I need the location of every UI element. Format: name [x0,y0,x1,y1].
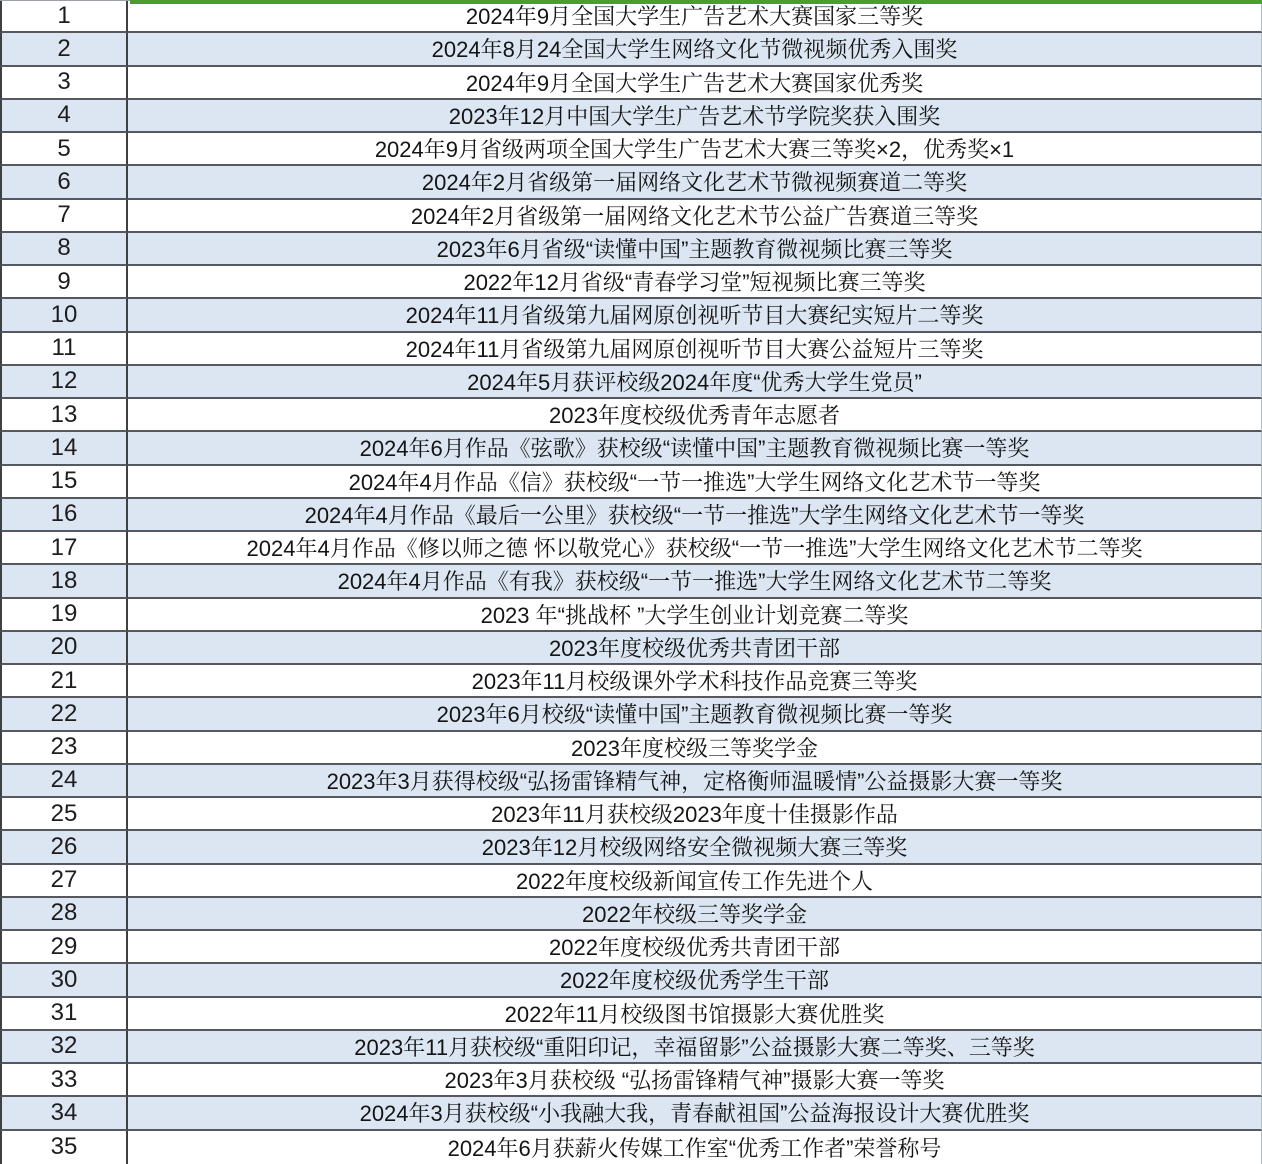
row-number-cell[interactable]: 31 [0,998,128,1031]
row-number-cell[interactable]: 35 [0,1131,128,1164]
row-number-cell[interactable]: 13 [0,399,128,432]
award-cell[interactable]: 2024年4月作品《信》获校级“一节一推选”大学生网络文化艺术节一等奖 [128,466,1262,499]
award-cell[interactable]: 2023年11月获校级2023年度十佳摄影作品 [128,798,1262,831]
table-row [0,333,1262,366]
award-cell[interactable]: 2023年6月省级“读懂中国”主题教育微视频比赛三等奖 [128,233,1262,266]
row-number-cell[interactable]: 12 [0,366,128,399]
row-number-cell[interactable]: 21 [0,665,128,698]
award-cell[interactable]: 2023年12月校级网络安全微视频大赛三等奖 [128,831,1262,864]
table-row [0,964,1262,997]
row-number-cell[interactable]: 33 [0,1064,128,1097]
row-number-cell[interactable]: 9 [0,266,128,299]
award-cell[interactable]: 2022年度校级优秀学生干部 [128,964,1262,997]
number-column-top-border [0,0,130,1]
award-cell[interactable]: 2024年9月省级两项全国大学生广告艺术大赛三等奖×2，优秀奖×1 [128,133,1262,166]
row-number-cell[interactable]: 23 [0,732,128,765]
row-number-cell[interactable]: 30 [0,964,128,997]
table-row [0,1064,1262,1097]
table-row [0,233,1262,266]
table-row [0,732,1262,765]
row-number-cell[interactable]: 17 [0,532,128,565]
award-cell[interactable]: 2024年9月全国大学生广告艺术大赛国家优秀奖 [128,67,1262,100]
table-row [0,166,1262,199]
table-row [0,432,1262,465]
award-cell[interactable]: 2023年11月校级课外学术科技作品竞赛三等奖 [128,665,1262,698]
table-row [0,67,1262,100]
table-row [0,0,1262,33]
table-row [0,499,1262,532]
award-cell[interactable]: 2022年12月省级“青春学习堂”短视频比赛三等奖 [128,266,1262,299]
row-number-cell[interactable]: 6 [0,166,128,199]
row-number-cell[interactable]: 20 [0,632,128,665]
award-cell[interactable]: 2024年6月获薪火传媒工作室“优秀工作者”荣誉称号 [128,1131,1262,1164]
table-row [0,1097,1262,1130]
table-row [0,565,1262,598]
row-number-cell[interactable]: 28 [0,898,128,931]
table-row [0,532,1262,565]
table-row [0,898,1262,931]
award-cell[interactable]: 2022年度校级新闻宣传工作先进个人 [128,865,1262,898]
table-row [0,466,1262,499]
row-number-cell[interactable]: 4 [0,100,128,133]
table-row [0,599,1262,632]
row-number-cell[interactable]: 16 [0,499,128,532]
table-row [0,133,1262,166]
award-cell[interactable]: 2024年2月省级第一届网络文化艺术节微视频赛道二等奖 [128,166,1262,199]
award-cell[interactable]: 2023年12月中国大学生广告艺术节学院奖获入围奖 [128,100,1262,133]
table-row [0,931,1262,964]
row-number-cell[interactable]: 11 [0,333,128,366]
row-number-cell[interactable]: 7 [0,200,128,233]
table-row [0,798,1262,831]
award-cell[interactable]: 2023 年“挑战杯 ”大学生创业计划竞赛二等奖 [128,599,1262,632]
table-row [0,366,1262,399]
row-number-cell[interactable]: 22 [0,698,128,731]
award-cell[interactable]: 2024年3月获校级“小我融大我，青春献祖国”公益海报设计大赛优胜奖 [128,1097,1262,1130]
table-row [0,1131,1262,1164]
award-cell[interactable]: 2024年11月省级第九届网原创视听节目大赛公益短片三等奖 [128,333,1262,366]
table-row [0,299,1262,332]
award-cell[interactable]: 2023年度校级优秀青年志愿者 [128,399,1262,432]
table-row [0,632,1262,665]
table-row [0,399,1262,432]
award-cell[interactable]: 2024年6月作品《弦歌》获校级“读懂中国”主题教育微视频比赛一等奖 [128,432,1262,465]
row-number-cell[interactable]: 15 [0,466,128,499]
row-number-cell[interactable]: 27 [0,865,128,898]
award-cell[interactable]: 2023年度校级优秀共青团干部 [128,632,1262,665]
row-number-cell[interactable]: 26 [0,831,128,864]
row-number-cell[interactable]: 14 [0,432,128,465]
row-number-cell[interactable]: 19 [0,599,128,632]
award-cell[interactable]: 2024年9月全国大学生广告艺术大赛国家三等奖 [128,0,1262,33]
table-row [0,266,1262,299]
row-number-cell[interactable]: 18 [0,565,128,598]
row-number-cell[interactable]: 3 [0,67,128,100]
table-row [0,200,1262,233]
row-number-cell[interactable]: 2 [0,33,128,66]
row-number-cell[interactable]: 29 [0,931,128,964]
row-number-cell[interactable]: 32 [0,1031,128,1064]
row-number-cell[interactable]: 34 [0,1097,128,1130]
award-cell[interactable]: 2023年11月获校级“重阳印记，幸福留影”公益摄影大赛二等奖、三等奖 [128,1031,1262,1064]
table-row [0,100,1262,133]
award-cell[interactable]: 2024年11月省级第九届网原创视听节目大赛纪实短片二等奖 [128,299,1262,332]
award-cell[interactable]: 2024年2月省级第一届网络文化艺术节公益广告赛道三等奖 [128,200,1262,233]
award-cell[interactable]: 2022年校级三等奖学金 [128,898,1262,931]
award-cell[interactable]: 2023年3月获得校级“弘扬雷锋精气神，定格衡师温暖情”公益摄影大赛一等奖 [128,765,1262,798]
row-number-cell[interactable]: 10 [0,299,128,332]
table-row [0,765,1262,798]
row-number-cell[interactable]: 8 [0,233,128,266]
award-cell[interactable]: 2022年11月校级图书馆摄影大赛优胜奖 [128,998,1262,1031]
award-cell[interactable]: 2023年度校级三等奖学金 [128,732,1262,765]
table-row [0,831,1262,864]
award-cell[interactable]: 2024年4月作品《有我》获校级“一节一推选”大学生网络文化艺术节二等奖 [128,565,1262,598]
row-number-cell[interactable]: 1 [0,0,128,33]
table-row [0,698,1262,731]
table-row [0,998,1262,1031]
award-cell[interactable]: 2023年3月获校级 “弘扬雷锋精气神”摄影大赛一等奖 [128,1064,1262,1097]
award-cell[interactable]: 2024年8月24全国大学生网络文化节微视频优秀入围奖 [128,33,1262,66]
award-cell[interactable]: 2023年6月校级“读懂中国”主题教育微视频比赛一等奖 [128,698,1262,731]
selection-top-border [130,0,1262,4]
award-cell[interactable]: 2022年度校级优秀共青团干部 [128,931,1262,964]
row-number-cell[interactable]: 25 [0,798,128,831]
row-number-cell[interactable]: 24 [0,765,128,798]
row-number-cell[interactable]: 5 [0,133,128,166]
table-row [0,865,1262,898]
award-cell[interactable]: 2024年5月获评校级2024年度“优秀大学生党员” [128,366,1262,399]
table-row [0,1031,1262,1064]
award-cell[interactable]: 2024年4月作品《修以师之德 怀以敬党心》获校级“一节一推选”大学生网络文化艺术节二等奖 [128,532,1262,565]
award-cell[interactable]: 2024年4月作品《最后一公里》获校级“一节一推选”大学生网络文化艺术节一等奖 [128,499,1262,532]
table-row [0,665,1262,698]
table-row [0,33,1262,66]
